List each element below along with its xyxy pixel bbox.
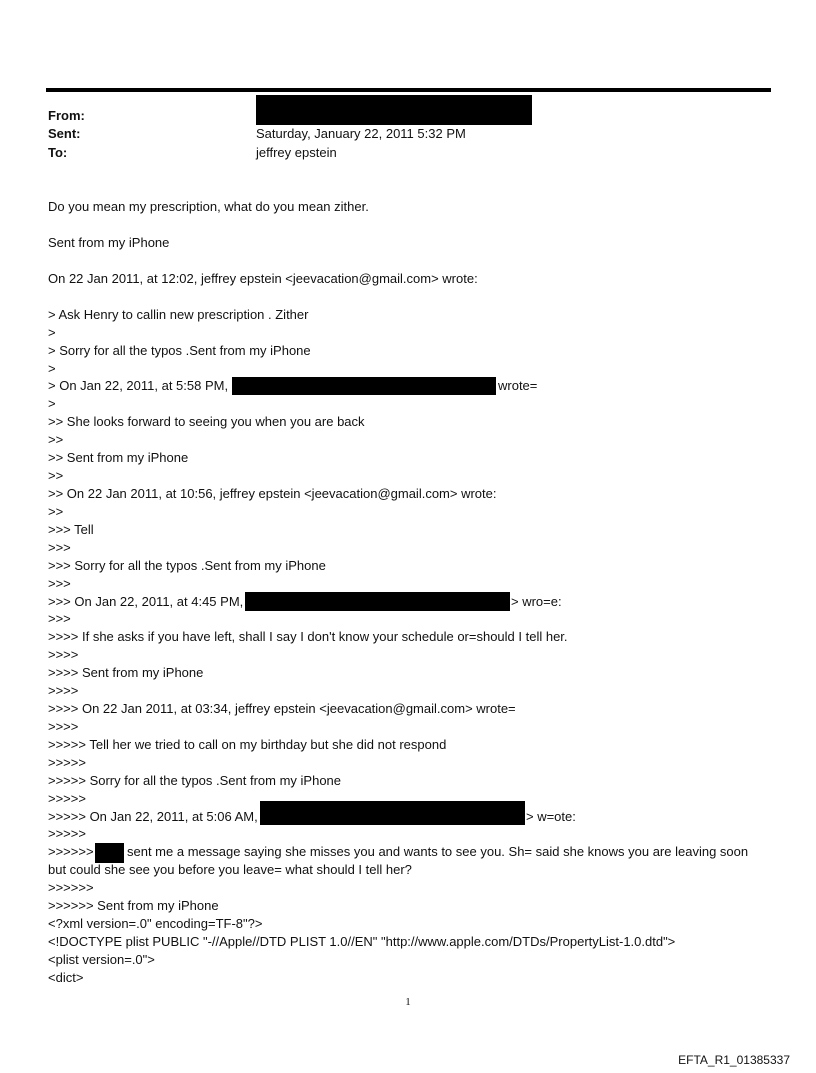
quote-line-tail: > w=ote: bbox=[526, 809, 576, 824]
quote-line: >>> bbox=[48, 576, 71, 591]
quote-line: >> She looks forward to seeing you when you are back bbox=[48, 414, 365, 429]
quote-line: > bbox=[48, 325, 56, 340]
quote-line: >>>>> Sorry for all the typos .Sent from my iPhone bbox=[48, 773, 342, 788]
quote-line: >>>> bbox=[48, 719, 79, 734]
quote-line: > On Jan 22, 2011, at 5:58 PM, bbox=[48, 378, 229, 393]
quote-line: >> On 22 Jan 2011, at 10:56, jeffrey epstein <jeevacation@gmail.com> wrote: bbox=[48, 486, 497, 501]
redacted-from bbox=[256, 95, 532, 125]
quote-line: > bbox=[48, 396, 56, 411]
quote-line: but could she see you before you leave= what should I tell her? bbox=[48, 862, 412, 877]
body-line: On 22 Jan 2011, at 12:02, jeffrey epstein <jeevacation@gmail.com> wrote: bbox=[48, 271, 478, 286]
from-label: From: bbox=[48, 108, 85, 123]
quote-line: >>>>> bbox=[48, 791, 86, 806]
quote-line: >>>> bbox=[48, 647, 79, 662]
to-label: To: bbox=[48, 145, 68, 160]
quote-line: >>>> If she asks if you have left, shall I say I don't know your schedule or=should I tell her. bbox=[48, 629, 568, 644]
redacted-sender bbox=[245, 592, 510, 611]
quote-line: >>> Tell bbox=[48, 522, 94, 537]
quote-line: >>> Sorry for all the typos .Sent from my iPhone bbox=[48, 558, 326, 573]
quote-line: > Ask Henry to callin new prescription . Zither bbox=[48, 307, 309, 322]
xml-line: <plist version=.0"> bbox=[48, 952, 155, 967]
quote-line: >>>> bbox=[48, 683, 79, 698]
quote-line: >>>>> Tell her we tried to call on my birthday but she did not respond bbox=[48, 737, 447, 752]
quote-line: >>>> On 22 Jan 2011, at 03:34, jeffrey epstein <jeevacation@gmail.com> wrote= bbox=[48, 701, 516, 716]
document-id: EFTA_R1_01385337 bbox=[678, 1053, 790, 1067]
quote-line: >> Sent from my iPhone bbox=[48, 450, 189, 465]
redacted-name bbox=[95, 843, 124, 863]
quote-line: >>> On Jan 22, 2011, at 4:45 PM, bbox=[48, 594, 244, 609]
quote-line: >>>>> bbox=[48, 755, 86, 770]
to-value: jeffrey epstein bbox=[256, 145, 337, 160]
body-line: Sent from my iPhone bbox=[48, 235, 170, 250]
quote-line: >>>> Sent from my iPhone bbox=[48, 665, 204, 680]
quote-line: >>> bbox=[48, 611, 71, 626]
body-line: Do you mean my prescription, what do you mean zither. bbox=[48, 199, 369, 214]
quote-line: >> bbox=[48, 504, 64, 519]
quote-line: >>>>>> Sent from my iPhone bbox=[48, 898, 219, 913]
redacted-sender bbox=[232, 377, 496, 395]
redacted-sender bbox=[260, 801, 525, 825]
sent-value: Saturday, January 22, 2011 5:32 PM bbox=[256, 126, 466, 141]
quote-line: >> bbox=[48, 468, 64, 483]
quote-line: >>>>>> bbox=[48, 844, 94, 859]
header-rule bbox=[46, 88, 771, 92]
quote-line: >>>>> On Jan 22, 2011, at 5:06 AM, bbox=[48, 809, 258, 824]
quote-line: >>>>>> bbox=[48, 880, 94, 895]
quote-line: > bbox=[48, 361, 56, 376]
quote-line: >>> bbox=[48, 540, 71, 555]
quote-line-tail: sent me a message saying she misses you and wants to see you. Sh= said she knows you are leaving soon bbox=[127, 844, 749, 859]
page-number: 1 bbox=[405, 996, 411, 1008]
xml-line: <dict> bbox=[48, 970, 84, 985]
xml-line: <!DOCTYPE plist PUBLIC "-//Apple//DTD PLIST 1.0//EN" "http://www.apple.com/DTDs/PropertyList-1.0.dtd"> bbox=[48, 934, 676, 949]
quote-line: >> bbox=[48, 432, 64, 447]
quote-line: >>>>> bbox=[48, 826, 86, 841]
sent-label: Sent: bbox=[48, 126, 81, 141]
quote-line-tail: wrote= bbox=[498, 378, 538, 393]
quote-line: > Sorry for all the typos .Sent from my iPhone bbox=[48, 343, 311, 358]
xml-line: <?xml version=.0" encoding=TF-8"?> bbox=[48, 916, 263, 931]
quote-line-tail: > wro=e: bbox=[511, 594, 562, 609]
